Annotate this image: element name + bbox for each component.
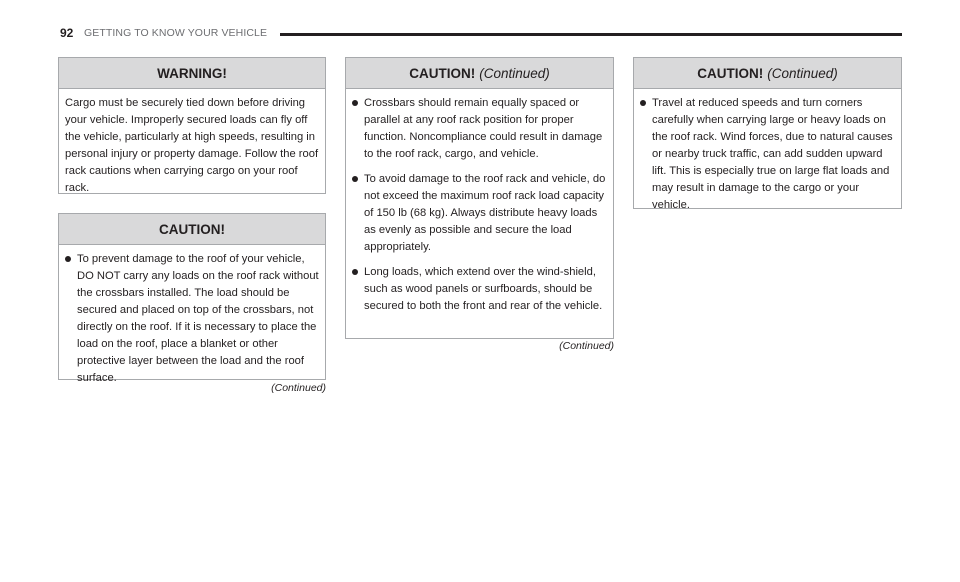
header-rule: [280, 33, 902, 36]
bullet-icon: [640, 100, 646, 106]
warning-box: [58, 57, 326, 194]
page-number: 92: [60, 26, 74, 40]
caution-2-bullet: [352, 95, 607, 163]
caution-title-2: [346, 58, 613, 89]
caution-2-bullet-text: Crossbars should remain equally spaced or parallel at any roof rack position for proper function. Noncompliance could result in damage to the roof rack, cargo, and vehicle.: [364, 97, 603, 160]
caution-2-bullet-text: Long loads, which extend over the wind-shield, such as wood panels or surfboards, should be secured to both the front and rear of the vehicle.: [364, 266, 603, 312]
caution-box-1: [58, 213, 326, 384]
warning-title: [59, 58, 325, 89]
warning-text: Cargo must be securely tied down before driving your vehicle. Improperly secured loads can fly off the vehicle, particularly at high speeds, resulting in personal injury or property damage. Follow the roof rack cautions when carrying cargo on your roof rack.: [65, 97, 319, 194]
caution-title-3-suffix: (Continued): [767, 65, 838, 81]
caution-title-1: [59, 214, 325, 245]
caution-2-bullet-text: To avoid damage to the roof rack and vehicle, do not exceed the maximum roof rack load capacity of 150 lb (68 kg). Always distribute heavy loads as evenly as possible and secure the load appropriately.: [364, 173, 606, 253]
section-title: GETTING TO KNOW YOUR VEHICLE: [84, 27, 268, 39]
bullet-icon: [65, 256, 71, 262]
caution-2-bullet: [352, 264, 607, 315]
caution-box-2: [345, 57, 614, 339]
page-header: [60, 26, 902, 42]
caution-title-3-text: CAUTION!: [697, 65, 764, 81]
caution-1-bullet-text: To prevent damage to the roof of your vehicle, DO NOT carry any loads on the roof rack without the crossbars installed. The load should be secured and placed on top of the crossbars, not directly on the roof. If it is necessary to place the load on the roof, place a blanket or other protective layer between the load and the roof surface.: [77, 253, 319, 384]
caution-3-bullet: [640, 95, 895, 214]
caution-title-3: [634, 58, 901, 89]
caution-title-2-suffix: (Continued): [479, 65, 550, 81]
bullet-icon: [352, 269, 358, 275]
warning-title-text: WARNING!: [157, 65, 227, 81]
continued-label-col2: (Continued): [559, 340, 614, 352]
caution-1-bullet: [65, 251, 319, 387]
continued-label-col1: (Continued): [271, 382, 326, 394]
caution-3-bullet-text: Travel at reduced speeds and turn corners carefully when carrying large or heavy loads on the roof rack. Wind forces, due to natural causes or nearby truck traffic, can add sudden upward lift. This is especially true on large flat loads and may result in damage to the cargo or your vehicle.: [652, 97, 893, 211]
caution-title-1-text: CAUTION!: [159, 221, 225, 237]
caution-title-2-text: CAUTION!: [409, 65, 476, 81]
caution-box-3: [633, 57, 902, 209]
bullet-icon: [352, 100, 358, 106]
caution-2-bullet: [352, 171, 607, 256]
bullet-icon: [352, 176, 358, 182]
